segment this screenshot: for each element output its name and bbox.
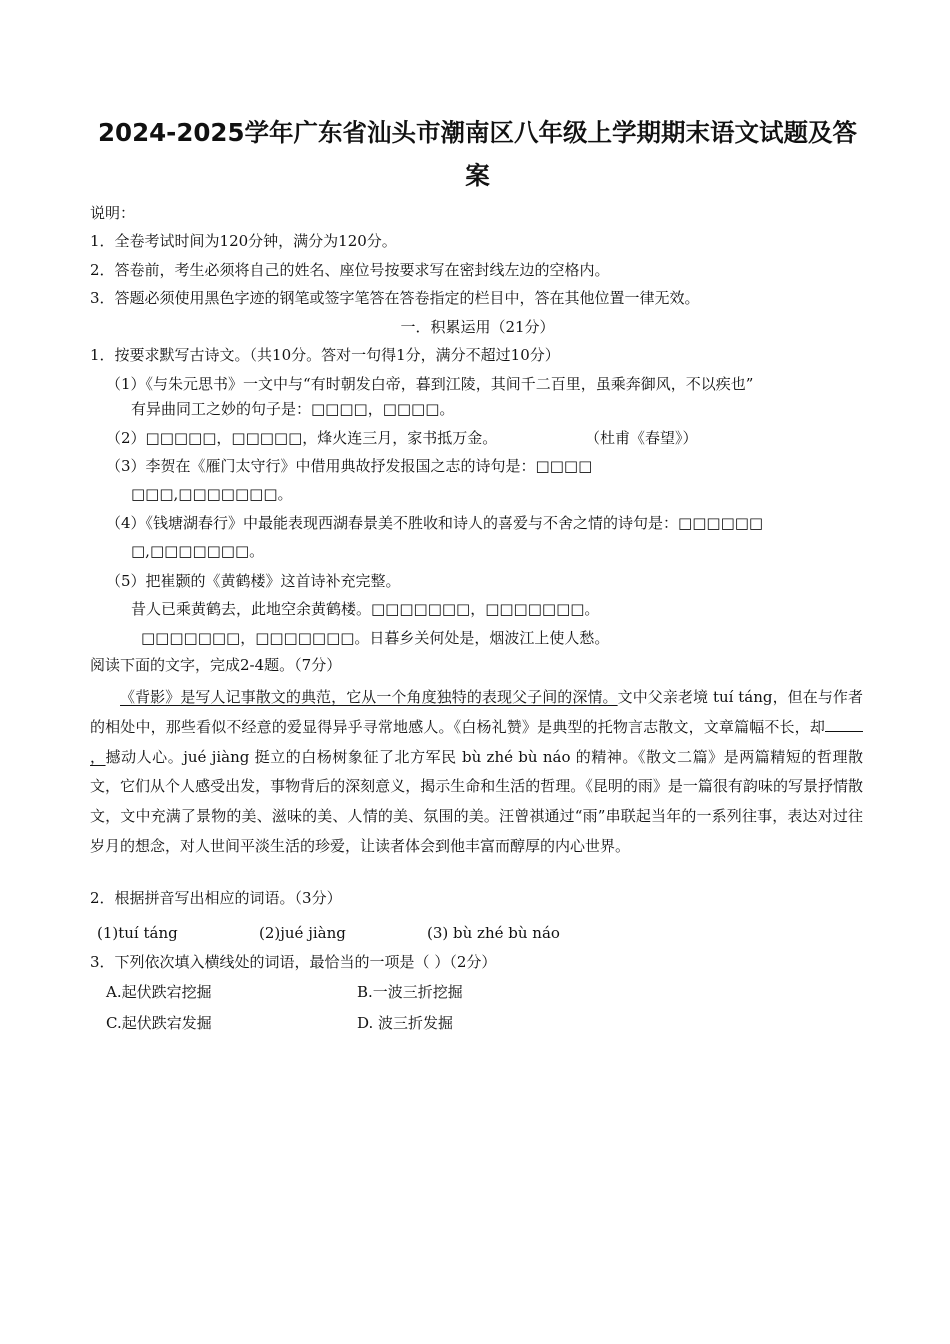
blank-tail: ， bbox=[90, 747, 106, 766]
document-title-line2: 案 bbox=[465, 161, 490, 190]
q1-part2: （2）□□□□□，□□□□□，烽火连三月，家书抵万金。 bbox=[106, 429, 498, 447]
reading-stem: 阅读下面的文字，完成2-4题。（7分） bbox=[90, 656, 342, 674]
q3-option-c: C.起伏跌宕发掘 bbox=[106, 1014, 212, 1032]
q1-part2-source: （杜甫《春望》） bbox=[585, 429, 698, 447]
q1-part3-line1: （3）李贺在《雁门太守行》中借用典故抒发报国之志的诗句是：□□□□ bbox=[106, 457, 593, 475]
q2-item-2: (2)jué jiàng bbox=[259, 924, 346, 942]
passage-text-a: 文中父亲老境 tuí táng，但在与作者的相处中，那些看似不经意的爱显得异乎寻常地感人。《白杨礼赞》是典型的托物言志散文，文章篇幅不长，却 bbox=[90, 688, 863, 736]
reading-passage bbox=[90, 683, 863, 862]
q1-part4-line2: □,□□□□□□□。 bbox=[131, 542, 265, 560]
instruction-item-1: 1．全卷考试时间为120分钟，满分为120分。 bbox=[90, 232, 397, 250]
q3-option-a: A.起伏跌宕挖掘 bbox=[106, 983, 212, 1001]
instruction-item-3: 3．答题必须使用黑色字迹的钢笔或签字笔答在答卷指定的栏目中，答在其他位置一律无效。 bbox=[90, 289, 700, 307]
document-title-line1: 2024-2025学年广东省汕头市潮南区八年级上学期期末语文试题及答 bbox=[97, 118, 858, 147]
question-2-stem: 2．根据拼音写出相应的词语。（3分） bbox=[90, 889, 342, 907]
q1-part1-line1: （1）《与朱元思书》一文中与“有时朝发白帝，暮到江陵，其间千二百里，虽乘奔御风，不以疾也” bbox=[106, 375, 754, 393]
section-heading: 一．积累运用（21分） bbox=[400, 318, 555, 336]
q1-part5-line3: □□□□□□□，□□□□□□□。日暮乡关何处是，烟波江上使人愁。 bbox=[141, 629, 610, 647]
q1-part3-line2: □□□,□□□□□□□。 bbox=[131, 485, 293, 503]
instruction-item-2: 2．答卷前，考生必须将自己的姓名、座位号按要求写在密封线左边的空格内。 bbox=[90, 261, 610, 279]
passage-text-b: 撼动人心。jué jiàng 挺立的白杨树象征了北方军民 bù zhé bù náo 的精神。《散文二篇》是两篇精短的哲理散文，它们从个人感受出发，事物背后的深刻意义，揭示生命和生活的哲理。《昆明的雨》是一篇很有韵味的写景抒情散文，文中充满了景物的美、滋味的美、人情的美、氛围的美。汪曾祺通过“雨”串联起当年的一系列往事，表达对过往岁月的想念，对人世间平淡生活的珍爱，让读者体会到他丰富而醇厚的内心世界。 bbox=[90, 747, 863, 855]
q3-option-b: B.一波三折挖掘 bbox=[357, 983, 463, 1001]
q2-item-3: (3) bù zhé bù náo bbox=[427, 924, 560, 942]
q1-part1-line2: 有异曲同工之妙的句子是：□□□□，□□□□。 bbox=[131, 400, 455, 418]
instructions-label: 说明： bbox=[90, 204, 136, 222]
blank-line bbox=[825, 717, 863, 732]
q1-part4-line1: （4）《钱塘湖春行》中最能表现西湖春景美不胜收和诗人的喜爱与不舍之情的诗句是：□□□□□□ bbox=[106, 514, 764, 532]
q1-part5-line1: （5）把崔颢的《黄鹤楼》这首诗补充完整。 bbox=[106, 572, 401, 590]
question-1-stem: 1．按要求默写古诗文。（共10分。答对一句得1分，满分不超过10分） bbox=[90, 346, 560, 364]
question-3-stem: 3．下列依次填入横线处的词语，最恰当的一项是（ ）（2分） bbox=[90, 953, 497, 971]
q3-option-d: D. 波三折发掘 bbox=[357, 1014, 454, 1032]
q2-item-1: (1)tuí táng bbox=[97, 924, 178, 942]
passage-underlined-sentence: 《背影》是写人记事散文的典范，它从一个角度独特的表现父子间的深情。 bbox=[120, 688, 618, 706]
q1-part5-line2: 昔人已乘黄鹤去，此地空余黄鹤楼。□□□□□□□，□□□□□□□。 bbox=[131, 600, 600, 618]
